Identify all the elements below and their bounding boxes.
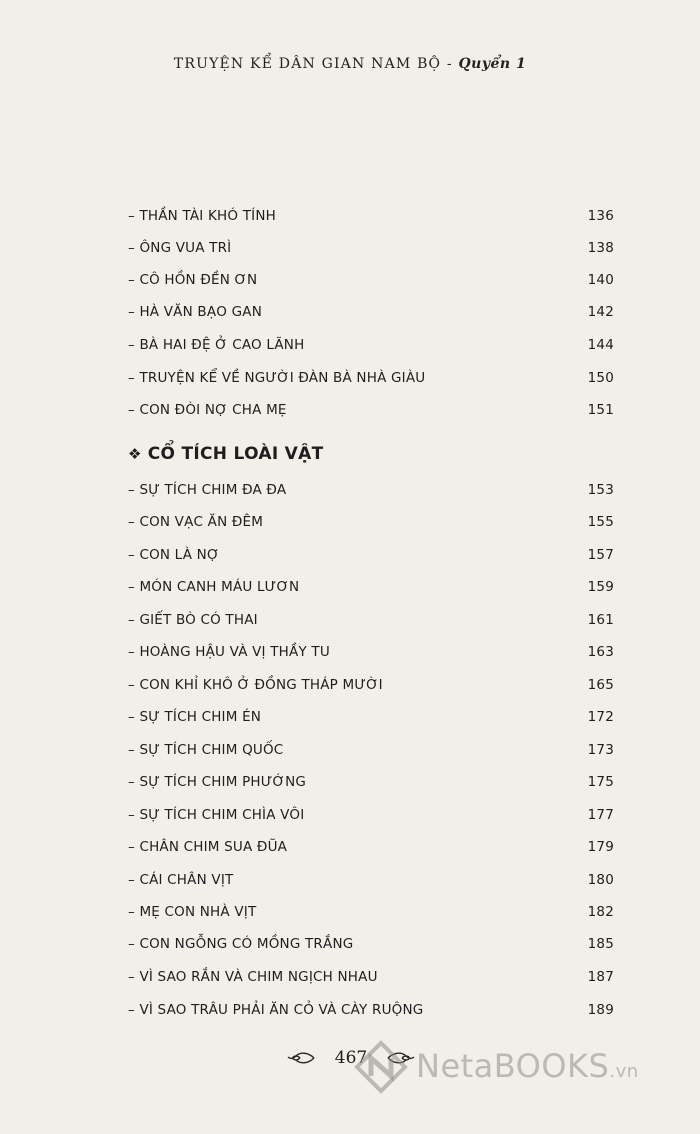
toc-entry-page: 136 xyxy=(587,208,614,224)
toc-entry-title: – BÀ HAI ĐỆ Ở CAO LÃNH xyxy=(128,337,305,353)
toc-entry-page: 172 xyxy=(587,709,614,725)
netabooks-logo-icon xyxy=(354,1040,408,1094)
toc-entry xyxy=(128,300,614,324)
watermark-suffix: .vn xyxy=(609,1061,639,1082)
toc-entry-page: 163 xyxy=(587,644,614,660)
volume-label: Quyển 1 xyxy=(458,56,527,72)
toc-entry xyxy=(128,575,614,599)
toc-entry-title: – CHÂN CHIM SUA ĐŨA xyxy=(128,839,288,855)
toc-entry xyxy=(128,835,614,859)
toc-entry-page: 151 xyxy=(587,402,614,418)
toc-entry xyxy=(128,510,614,534)
toc-entry-title: – SỰ TÍCH CHIM ĐA ĐA xyxy=(128,482,287,498)
toc-entry-title: – SỰ TÍCH CHIM PHƯỚNG xyxy=(128,774,307,790)
toc-entry-title: – CÁI CHÂN VỊT xyxy=(128,872,234,888)
toc-entry-title: – GIẾT BÒ CÓ THAI xyxy=(128,612,258,628)
toc-entry-page: 150 xyxy=(587,370,614,386)
toc-entry xyxy=(128,236,614,260)
toc-entry xyxy=(128,543,614,567)
toc-entry-page: 179 xyxy=(587,839,614,855)
toc-entry-title: – THẦN TÀI KHÓ TÍNH xyxy=(128,208,276,224)
toc-entry xyxy=(128,868,614,892)
toc-entry-title: – CON LÀ NỢ xyxy=(128,547,220,563)
toc-entry-page: 187 xyxy=(587,969,614,985)
toc-entry-page: 142 xyxy=(587,304,614,320)
toc-entry-page: 177 xyxy=(587,807,614,823)
watermark-text xyxy=(416,1048,639,1090)
toc-entry xyxy=(128,738,614,762)
toc-entry-title: – CON KHỈ KHÔ Ở ĐỒNG THÁP MƯỜI xyxy=(128,677,383,693)
toc-entry-page: 144 xyxy=(587,337,614,353)
toc-entry xyxy=(128,608,614,632)
toc-entry-title: – SỰ TÍCH CHIM QUỐC xyxy=(128,742,284,758)
toc-entry xyxy=(128,965,614,989)
toc-entry xyxy=(128,673,614,697)
toc-entry xyxy=(128,803,614,827)
toc-entry-page: 175 xyxy=(587,774,614,790)
watermark-brand: NetaBOOKS xyxy=(416,1047,610,1085)
page-number: 467 xyxy=(334,1048,368,1068)
toc-entry-page: 161 xyxy=(587,612,614,628)
section-bullet-icon: ❖ xyxy=(128,445,142,463)
toc-entry-page: 180 xyxy=(587,872,614,888)
toc-entry xyxy=(128,932,614,956)
toc-entry-page: 140 xyxy=(587,272,614,288)
toc-entry-page: 173 xyxy=(587,742,614,758)
toc-entry-page: 185 xyxy=(587,936,614,952)
toc-entry-title: – SỰ TÍCH CHIM ÉN xyxy=(128,709,262,725)
toc-entry xyxy=(128,705,614,729)
section-heading xyxy=(128,440,323,468)
toc-entry xyxy=(128,640,614,664)
toc-entry-title: – ÔNG VUA TRÌ xyxy=(128,240,232,256)
toc-entry-title: – TRUYỆN KỂ VỀ NGƯỜI ĐÀN BÀ NHÀ GIÀU xyxy=(128,370,426,386)
toc-entry xyxy=(128,366,614,390)
toc-entry-title: – VÌ SAO TRÂU PHẢI ĂN CỎ VÀ CÀY RUỘNG xyxy=(128,1002,424,1018)
toc-entry-page: 157 xyxy=(587,547,614,563)
section-title: CỔ TÍCH LOÀI VẬT xyxy=(147,444,324,464)
toc-entry-title: – MẸ CON NHÀ VỊT xyxy=(128,904,257,920)
toc-entry xyxy=(128,770,614,794)
toc-entry-title: – VÌ SAO RẮN VÀ CHIM NGỊCH NHAU xyxy=(128,969,378,985)
book-title: TRUYỆN KỂ DÂN GIAN NAM BỘ - xyxy=(173,56,453,72)
toc-entry xyxy=(128,268,614,292)
toc-entry-title: – CON VẠC ĂN ĐÊM xyxy=(128,514,264,530)
toc-entry-page: 153 xyxy=(587,482,614,498)
toc-entry-page: 165 xyxy=(587,677,614,693)
toc-entry xyxy=(128,398,614,422)
toc-entry xyxy=(128,478,614,502)
toc-entry-page: 138 xyxy=(587,240,614,256)
toc-entry-page: 155 xyxy=(587,514,614,530)
toc-entry xyxy=(128,998,614,1022)
toc-entry xyxy=(128,333,614,357)
toc-entry xyxy=(128,204,614,228)
toc-entry-title: – HÀ VĂN BẠO GAN xyxy=(128,304,262,320)
toc-entry xyxy=(128,900,614,924)
watermark xyxy=(354,1036,694,1096)
toc-entry-title: – CÔ HỒN ĐỀN ƠN xyxy=(128,272,258,288)
toc-entry-page: 159 xyxy=(587,579,614,595)
toc-entry-page: 189 xyxy=(587,1002,614,1018)
toc-entry-title: – CON NGỖNG CÓ MỒNG TRẮNG xyxy=(128,936,354,952)
toc-entry-title: – CON ĐÒI NỢ CHA MẸ xyxy=(128,402,287,418)
running-header xyxy=(0,56,700,72)
toc-entry-page: 182 xyxy=(587,904,614,920)
toc-entry-title: – MÓN CANH MÁU LƯƠN xyxy=(128,579,300,595)
toc-entry-title: – SỰ TÍCH CHIM CHÌA VÔI xyxy=(128,807,305,823)
toc-entry-title: – HOÀNG HẬU VÀ VỊ THẦY TU xyxy=(128,644,330,660)
